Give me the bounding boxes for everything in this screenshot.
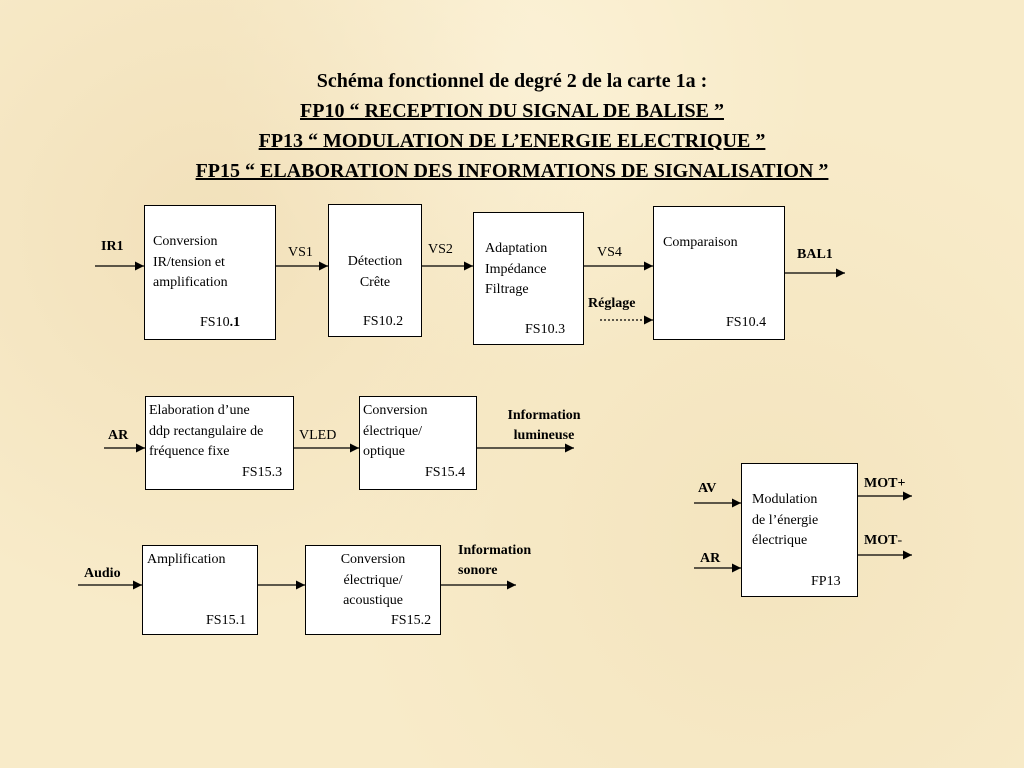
fs15-4-line-2: électrique/	[363, 423, 423, 439]
signal-vs1: VS1	[288, 245, 313, 260]
fs10-1-code-main: FS10	[200, 315, 230, 330]
signal-reglage: Réglage	[588, 296, 636, 311]
fp13-text	[752, 490, 818, 552]
fs10-1-line-2: IR/tension et	[153, 254, 225, 270]
signal-av: AV	[698, 481, 717, 496]
title-line-2: FP10 “ RECEPTION DU SIGNAL DE BALISE ”	[300, 100, 724, 122]
signal-audio: Audio	[84, 566, 121, 581]
signal-ar-fp13: AR	[700, 551, 721, 566]
info-sonore-line-1: Information	[458, 543, 532, 558]
signal-info-lumineuse	[494, 406, 594, 446]
fs10-4-code: FS10.4	[726, 315, 767, 330]
fs10-1-code-suffix: .1	[229, 315, 241, 330]
fs15-3-line-2: ddp rectangulaire de	[149, 423, 264, 439]
fs10-2-line-2: Crête	[359, 274, 391, 290]
fs15-4-line-3: optique	[363, 444, 405, 459]
fs15-2-text	[305, 550, 441, 612]
info-lumineuse-line-2: lumineuse	[513, 428, 575, 443]
title-line-4: FP15 “ ELABORATION DES INFORMATIONS DE SIGNALISATION ”	[195, 160, 829, 182]
fs10-3-line-3: Filtrage	[485, 282, 529, 297]
fs10-1-text	[153, 232, 228, 294]
fs10-3-code: FS10.3	[525, 322, 566, 337]
fs10-2-line-1: Détection	[347, 254, 403, 269]
fs15-1-code: FS15.1	[206, 613, 247, 628]
fs15-3-line-1: Elaboration d’une	[149, 403, 250, 418]
title-line-3: FP13 “ MODULATION DE L’ENERGIE ELECTRIQUE ”	[258, 130, 766, 152]
signal-vs2: VS2	[428, 242, 453, 257]
fs15-2-line-3: acoustique	[343, 593, 403, 608]
fs15-1-line-1: Amplification	[147, 552, 226, 567]
fs10-2-code: FS10.2	[363, 314, 404, 329]
fp13-line-2: de l’énergie	[752, 512, 819, 528]
signal-vs4: VS4	[597, 245, 622, 260]
info-sonore-line-2: sonore	[458, 563, 498, 578]
fs15-4-line-1: Conversion	[363, 403, 428, 418]
fs15-2-code: FS15.2	[391, 613, 432, 628]
fs15-3-code: FS15.3	[242, 465, 283, 480]
fp13-code: FP13	[811, 574, 841, 589]
fs15-3-text	[149, 401, 263, 463]
signal-mot-minus	[864, 533, 902, 549]
fs15-3-line-3: fréquence fixe	[149, 444, 230, 459]
signal-bal1: BAL1	[797, 247, 833, 262]
fs10-1-code	[200, 315, 240, 331]
signal-ir1: IR1	[101, 239, 124, 254]
fs15-2-line-1: Conversion	[340, 552, 406, 567]
fs10-1-line-3: amplification	[153, 275, 228, 290]
signal-vled: VLED	[299, 428, 337, 443]
fp13-line-1: Modulation	[752, 492, 818, 507]
fs15-4-text	[363, 401, 428, 463]
signal-ar-fp15: AR	[108, 428, 129, 443]
mot-minus-label: MOT	[864, 533, 898, 548]
signal-mot-plus: MOT+	[864, 476, 906, 491]
fs15-2-line-2: électrique/	[343, 572, 403, 588]
fs10-3-line-2: Impédance	[485, 261, 547, 277]
mot-minus-sign: -	[897, 533, 903, 548]
info-lumineuse-line-1: Information	[507, 408, 581, 423]
fs10-2-text	[328, 252, 422, 293]
fs15-4-code: FS15.4	[425, 465, 466, 480]
fs10-4-line-1: Comparaison	[663, 235, 738, 250]
fs10-1-line-1: Conversion	[153, 234, 218, 249]
title-line-1: Schéma fonctionnel de degré 2 de la carte 1a :	[316, 70, 708, 92]
signal-info-sonore	[458, 541, 531, 581]
fs10-3-text	[485, 239, 547, 301]
fp13-line-3: électrique	[752, 533, 808, 548]
fs10-3-line-1: Adaptation	[485, 241, 548, 256]
